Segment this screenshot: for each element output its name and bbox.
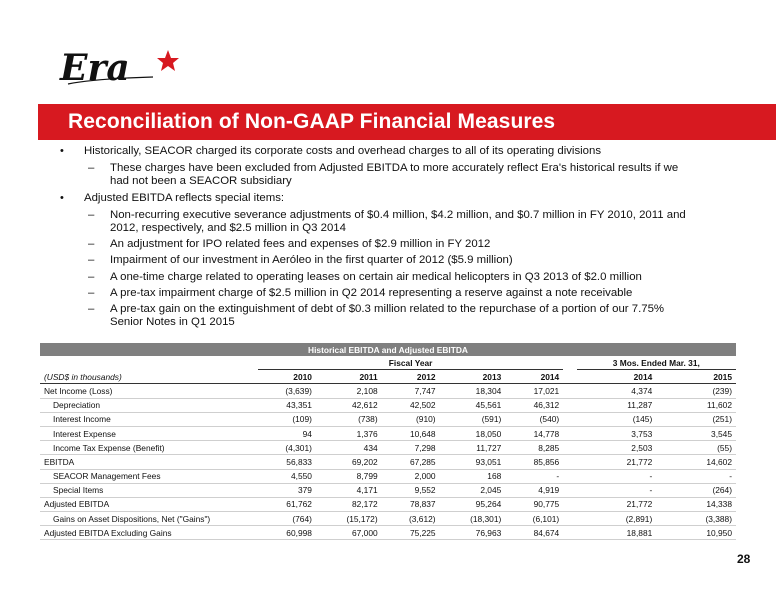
table-cell: 69,202	[316, 455, 382, 469]
table-cell: -	[505, 469, 563, 483]
table-cell: (239)	[656, 384, 736, 398]
row-label: Depreciation	[40, 398, 258, 412]
table-cell: 3,545	[656, 426, 736, 440]
row-label: Income Tax Expense (Benefit)	[40, 441, 258, 455]
table-cell: -	[656, 469, 736, 483]
table-cell: 82,172	[316, 497, 382, 511]
sub-bullet-item	[58, 254, 698, 267]
svg-text:Era: Era	[60, 47, 130, 89]
table-row	[40, 412, 736, 426]
row-label: Adjusted EBITDA Excluding Gains	[40, 526, 258, 540]
row-label: Gains on Asset Dispositions, Net ("Gains")	[40, 512, 258, 526]
table-cell: 14,778	[505, 426, 563, 440]
sub-bullet-text: Impairment of our investment in Aeróleo in the first quarter of 2012 ($5.9 million)	[110, 254, 513, 267]
table-group-row	[40, 356, 736, 370]
table-cell: (3,388)	[656, 512, 736, 526]
star-icon	[157, 50, 179, 71]
table-cell: 14,338	[656, 497, 736, 511]
ebitda-table	[40, 343, 736, 540]
table-row	[40, 441, 736, 455]
table-cell: (6,101)	[505, 512, 563, 526]
bullet-text: Historically, SEACOR charged its corporate costs and overhead charges to all of its operating divisions	[84, 145, 602, 157]
table-cell: 8,799	[316, 469, 382, 483]
table-cell: 76,963	[440, 526, 506, 540]
sub-bullet-item	[58, 162, 698, 188]
table-cell: 17,021	[505, 384, 563, 398]
table-cell: 168	[440, 469, 506, 483]
table-cell: 9,552	[382, 483, 440, 497]
title-bar	[38, 104, 776, 140]
row-label: Interest Income	[40, 412, 258, 426]
table-cell: 11,727	[440, 441, 506, 455]
table-title-row	[40, 343, 736, 356]
table-cell: 42,502	[382, 398, 440, 412]
bullet-dot-icon: •	[60, 145, 64, 157]
dash-icon: –	[88, 254, 95, 267]
table-cell: 67,000	[316, 526, 382, 540]
table-cell: (540)	[505, 412, 563, 426]
table-cell: 7,747	[382, 384, 440, 398]
table-cell: 2,045	[440, 483, 506, 497]
bullet-item	[58, 145, 698, 158]
table-row	[40, 455, 736, 469]
table-cell: 10,648	[382, 426, 440, 440]
table-cell: 42,612	[316, 398, 382, 412]
table-cell: 43,351	[258, 398, 316, 412]
table-cell: -	[577, 469, 657, 483]
dash-icon: –	[88, 286, 95, 299]
table-cell: (55)	[656, 441, 736, 455]
table-cell: 434	[316, 441, 382, 455]
table-cell: 95,264	[440, 497, 506, 511]
row-label: Special Items	[40, 483, 258, 497]
bullet-text: Adjusted EBITDA reflects special items:	[84, 191, 285, 204]
table-cell: 21,772	[577, 497, 657, 511]
table-cell: 90,775	[505, 497, 563, 511]
table-cell: 18,050	[440, 426, 506, 440]
table-cell: 1,376	[316, 426, 382, 440]
dash-icon: –	[88, 162, 95, 175]
dash-icon: –	[88, 270, 95, 283]
fiscal-year-header: Fiscal Year	[258, 356, 563, 370]
table-cell: (145)	[577, 412, 657, 426]
sub-bullet-text: Non-recurring executive severance adjustments of $0.4 million, $4.2 million, and $0.7 million in FY 2010, 2011 and 2012, respectively, and $2.5 million in Q3 2014	[110, 208, 686, 235]
table-cell: 46,312	[505, 398, 563, 412]
table-cell: 4,919	[505, 483, 563, 497]
column-header: 2012	[382, 370, 440, 384]
table-cell: (738)	[316, 412, 382, 426]
sub-bullet-text: These charges have been excluded from Adjusted EBITDA to more accurately reflect Era's historical results if we had not been a SEACOR subsidiary	[110, 162, 679, 188]
table-cell: 2,108	[316, 384, 382, 398]
table-row	[40, 497, 736, 511]
row-label: Adjusted EBITDA	[40, 497, 258, 511]
table-cell: 84,674	[505, 526, 563, 540]
table-cell: 11,287	[577, 398, 657, 412]
dash-icon: –	[88, 208, 95, 221]
table-cell: 14,602	[656, 455, 736, 469]
page-title: Reconciliation of Non-GAAP Financial Measures	[68, 110, 556, 133]
table-cell: 93,051	[440, 455, 506, 469]
sub-bullet-text: An adjustment for IPO related fees and expenses of $2.9 million in FY 2012	[110, 238, 491, 251]
column-header: 2014	[577, 370, 657, 384]
column-header: 2013	[440, 370, 506, 384]
table-cell: 18,881	[577, 526, 657, 540]
table-cell: (251)	[656, 412, 736, 426]
table-cell: 4,171	[316, 483, 382, 497]
column-header: 2014	[505, 370, 563, 384]
table-cell: 60,998	[258, 526, 316, 540]
ebitda-table-body	[40, 343, 736, 540]
table-cell: (109)	[258, 412, 316, 426]
table-row	[40, 384, 736, 398]
era-logo-graphic	[58, 44, 190, 94]
table-row	[40, 398, 736, 412]
table-cell: 7,298	[382, 441, 440, 455]
table-cell: 2,503	[577, 441, 657, 455]
column-header: 2015	[656, 370, 736, 384]
era-logo	[58, 44, 190, 94]
table-row	[40, 483, 736, 497]
units-label: (USD$ in thousands)	[40, 370, 258, 384]
table-row	[40, 469, 736, 483]
row-label: Net Income (Loss)	[40, 384, 258, 398]
sub-bullet-item	[58, 209, 698, 235]
table-row	[40, 426, 736, 440]
table-cell: 67,285	[382, 455, 440, 469]
table-cell: -	[577, 483, 657, 497]
table-cell: (15,172)	[316, 512, 382, 526]
row-label: EBITDA	[40, 455, 258, 469]
table-cell: (591)	[440, 412, 506, 426]
table-row	[40, 526, 736, 540]
table-cell: 3,753	[577, 426, 657, 440]
table-column-header-row	[40, 370, 736, 384]
sub-bullet-item	[58, 287, 698, 300]
table-cell: (3,612)	[382, 512, 440, 526]
quarter-header: 3 Mos. Ended Mar. 31,	[577, 356, 736, 370]
dash-icon: –	[88, 303, 95, 316]
table-cell: 8,285	[505, 441, 563, 455]
row-label: SEACOR Management Fees	[40, 469, 258, 483]
table-cell: 4,550	[258, 469, 316, 483]
table-cell: 61,762	[258, 497, 316, 511]
table-cell: 2,000	[382, 469, 440, 483]
table-title: Historical EBITDA and Adjusted EBITDA	[40, 343, 736, 356]
bullet-list	[58, 145, 698, 332]
table-cell: 11,602	[656, 398, 736, 412]
table-cell: 78,837	[382, 497, 440, 511]
sub-bullet-text: A pre-tax impairment charge of $2.5 million in Q2 2014 representing a reserve against a note receivable	[110, 286, 633, 299]
table-cell: 45,561	[440, 398, 506, 412]
table-cell: 85,856	[505, 455, 563, 469]
bullet-dot-icon: •	[60, 191, 64, 204]
sub-bullet-item	[58, 238, 698, 251]
table-cell: 4,374	[577, 384, 657, 398]
table-cell: 18,304	[440, 384, 506, 398]
row-label: Interest Expense	[40, 426, 258, 440]
sub-bullet-item	[58, 303, 698, 329]
dash-icon: –	[88, 238, 95, 251]
sub-bullet-text: A pre-tax gain on the extinguishment of debt of $0.3 million related to the repurchase of a portion of our 7.75% Senior Notes in Q1 2015	[110, 303, 665, 329]
table-cell: (2,891)	[577, 512, 657, 526]
sub-bullet-item	[58, 271, 698, 284]
table-cell: 21,772	[577, 455, 657, 469]
column-header: 2011	[316, 370, 382, 384]
table-cell: (764)	[258, 512, 316, 526]
table-cell: (264)	[656, 483, 736, 497]
table-row	[40, 512, 736, 526]
table-cell: (18,301)	[440, 512, 506, 526]
table-cell: 379	[258, 483, 316, 497]
table-cell: 56,833	[258, 455, 316, 469]
bullet-item	[58, 192, 698, 205]
table-cell: 75,225	[382, 526, 440, 540]
table-cell: 94	[258, 426, 316, 440]
table-cell: (3,639)	[258, 384, 316, 398]
table-cell: (910)	[382, 412, 440, 426]
table-cell: (4,301)	[258, 441, 316, 455]
page-number: 28	[737, 552, 751, 566]
sub-bullet-text: A one-time charge related to operating leases on certain air medical helicopters in Q3 2013 of $2.0 million	[110, 270, 642, 283]
table-cell: 10,950	[656, 526, 736, 540]
column-header: 2010	[258, 370, 316, 384]
